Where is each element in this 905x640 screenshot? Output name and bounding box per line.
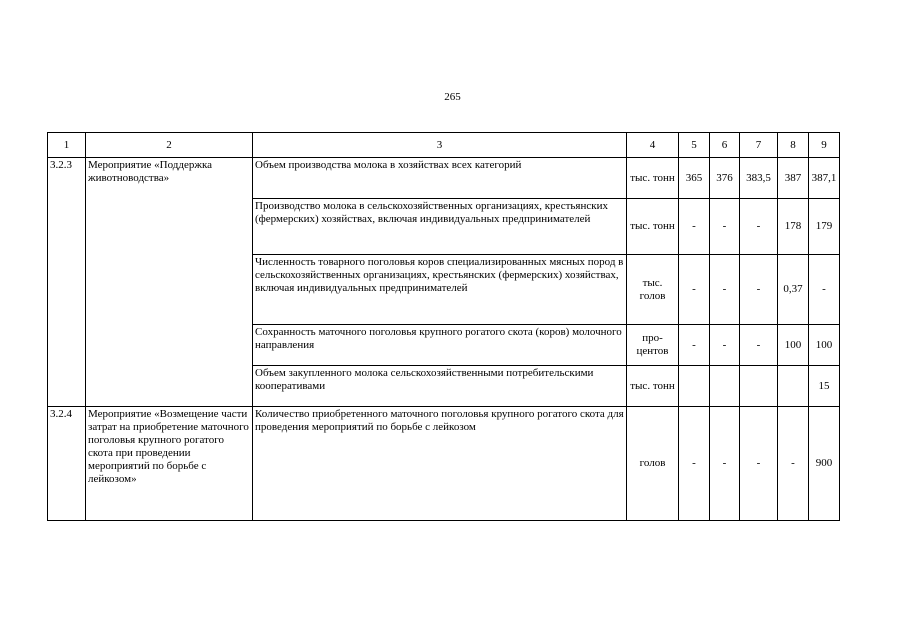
unit-cell: голов: [627, 407, 679, 521]
measure-name: Мероприятие «Поддержка животноводства»: [86, 158, 253, 407]
unit-cell: тыс. тонн: [627, 366, 679, 407]
column-header: 1: [48, 133, 86, 158]
value-cell: 387,1: [809, 158, 840, 199]
value-cell: -: [778, 407, 809, 521]
column-header: 7: [740, 133, 778, 158]
value-cell: [778, 366, 809, 407]
value-cell: -: [740, 407, 778, 521]
indicator-name: Численность товарного поголовья коров специализированных мясных пород в сельскохозяйственных организациях, крестьянских (фермерских) хозяйствах, включая индивидуальных предпринимателей: [253, 255, 627, 325]
page-number: 265: [444, 91, 461, 103]
table-header-row: [48, 133, 840, 158]
indicator-name: Объем производства молока в хозяйствах всех категорий: [253, 158, 627, 199]
value-cell: 15: [809, 366, 840, 407]
value-cell: -: [679, 255, 710, 325]
value-cell: 365: [679, 158, 710, 199]
value-cell: -: [710, 255, 740, 325]
column-header: 2: [86, 133, 253, 158]
indicator-name: Производство молока в сельскохозяйственных организациях, крестьянских (фермерских) хозяйствах, включая индивидуальных предпринимателей: [253, 199, 627, 255]
value-cell: -: [809, 255, 840, 325]
value-cell: -: [710, 407, 740, 521]
value-cell: 387: [778, 158, 809, 199]
indicator-name: Количество приобретенного маточного поголовья крупного рогатого скота для проведения мероприятий по борьбе с лейкозом: [253, 407, 627, 521]
value-cell: 100: [778, 325, 809, 366]
value-cell: -: [710, 325, 740, 366]
value-cell: -: [679, 407, 710, 521]
measure-code: 3.2.4: [48, 407, 86, 521]
value-cell: -: [710, 199, 740, 255]
unit-cell: про-центов: [627, 325, 679, 366]
column-header: 9: [809, 133, 840, 158]
value-cell: [679, 366, 710, 407]
value-cell: 900: [809, 407, 840, 521]
value-cell: 376: [710, 158, 740, 199]
unit-cell: тыс. тонн: [627, 158, 679, 199]
table-row: [48, 407, 840, 521]
column-header: 4: [627, 133, 679, 158]
value-cell: 178: [778, 199, 809, 255]
value-cell: 383,5: [740, 158, 778, 199]
measure-name: Мероприятие «Возмещение части затрат на приобретение маточного поголовья крупного рогатого скота при проведении мероприятий по борьбе с лейкозом»: [86, 407, 253, 521]
value-cell: [740, 366, 778, 407]
column-header: 3: [253, 133, 627, 158]
measure-code: 3.2.3: [48, 158, 86, 407]
indicators-table: [47, 132, 840, 521]
value-cell: 0,37: [778, 255, 809, 325]
unit-cell: тыс. голов: [627, 255, 679, 325]
indicator-name: Сохранность маточного поголовья крупного рогатого скота (коров) молочного направления: [253, 325, 627, 366]
column-header: 6: [710, 133, 740, 158]
value-cell: 179: [809, 199, 840, 255]
value-cell: 100: [809, 325, 840, 366]
value-cell: -: [740, 199, 778, 255]
value-cell: [710, 366, 740, 407]
unit-cell: тыс. тонн: [627, 199, 679, 255]
indicator-name: Объем закупленного молока сельскохозяйственными потребительскими кооперативами: [253, 366, 627, 407]
value-cell: -: [740, 325, 778, 366]
value-cell: -: [679, 325, 710, 366]
value-cell: -: [740, 255, 778, 325]
table-row: [48, 158, 840, 199]
column-header: 8: [778, 133, 809, 158]
value-cell: -: [679, 199, 710, 255]
column-header: 5: [679, 133, 710, 158]
